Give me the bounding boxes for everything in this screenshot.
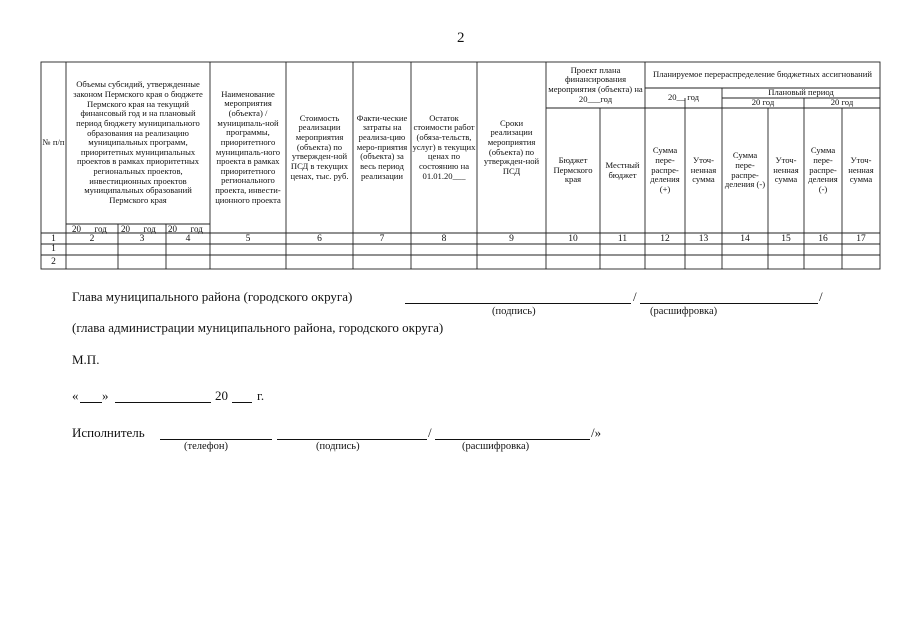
stamp-label: М.П.	[72, 352, 100, 367]
col-number: 1	[51, 234, 56, 244]
header-event-name: Наименование мероприятия (объекта) / муниципаль-ной программы, приоритетного муниципаль-ного проекта в рамках приоритетного регионального проекта, инвести-ционного проекта	[215, 88, 281, 205]
header-sum-minus-1: Сумма пере-распре-деления (-)	[724, 150, 766, 190]
head-label: Глава муниципального района (городского округа)	[72, 289, 353, 304]
table-row-number: 2	[51, 257, 56, 267]
col-number: 8	[441, 234, 447, 244]
header-num: № п/п	[42, 137, 65, 148]
header-budget-local: Местный бюджет	[605, 159, 640, 180]
head-slash: /	[633, 289, 637, 304]
executor-label: Исполнитель	[72, 425, 145, 440]
executor-slash: /	[428, 425, 432, 440]
col-number: 15	[781, 234, 791, 244]
header-period-year-2: 20 год	[830, 98, 854, 108]
col-number: 9	[509, 234, 514, 244]
col-number: 2	[89, 234, 95, 244]
col-number: 6	[317, 234, 322, 244]
executor-decoding-line	[435, 439, 590, 440]
subsidy-year-2: 20___год	[121, 224, 156, 234]
head-signature-line	[405, 303, 631, 304]
col-number: 12	[660, 234, 670, 244]
header-sum-plus: Сумма пере-распре-деления (+)	[650, 145, 680, 194]
header-cost: Стоимость реализации мероприятия (объекта) по утвержден-ной ПСД в текущих ценах, тыс. руб.	[290, 112, 349, 181]
header-refined-2: Уточ-ненная сумма	[773, 155, 799, 185]
header-actual-costs: Факти-ческие затраты на реализа-цию меро-приятия (объекта) за весь период реализации	[356, 112, 408, 181]
col-number: 5	[245, 234, 251, 244]
date-year: 20	[215, 388, 228, 403]
col-number: 3	[139, 234, 145, 244]
col-number: 4	[185, 234, 191, 244]
page-number: 2	[457, 30, 465, 46]
head-decoding-line	[640, 303, 818, 304]
date-year-line	[232, 402, 252, 403]
header-remaining-cost: Остаток стоимости работ (обяза-тельств, услуг) в текущих ценах по состоянию на 01.01.20___	[412, 112, 476, 181]
col-number: 17	[856, 234, 866, 244]
date-day-line	[80, 402, 102, 403]
executor-signature-line	[277, 439, 427, 440]
col-number: 16	[818, 234, 828, 244]
executor-phone-line	[160, 439, 272, 440]
col-number: 7	[379, 234, 385, 244]
header-planning-period: Плановый период	[768, 88, 834, 98]
caption-decoding-2: (расшифровка)	[462, 441, 530, 452]
date-month-line	[115, 402, 211, 403]
header-plan-project: Проект плана финансирования мероприятия (объекта) на 20___год	[548, 64, 643, 104]
header-period-year-1: 20 год	[751, 98, 775, 108]
caption-phone: (телефон)	[184, 441, 228, 452]
caption-signature: (подпись)	[492, 306, 536, 317]
date-close-quote: »	[102, 388, 109, 403]
executor-end: /»	[591, 425, 602, 440]
header-subsidies: Объемы субсидий, утвержденные законом Пермского края о бюджете Пермского края на текущий финансовый год и на плановый период бюджету муниципального образования на реализацию муниципальных программ, приоритетных муниципальных проектов в рамках приоритетных региональных проектов, инвестиционных проектов муниципальных образований Пермского края	[73, 79, 203, 205]
date-suffix: г.	[257, 388, 265, 403]
col-number: 10	[568, 234, 578, 244]
caption-signature-2: (подпись)	[316, 441, 360, 452]
header-refined-1: Уточ-ненная сумма	[690, 155, 717, 185]
header-terms: Сроки реализации мероприятия (объекта) по утвержден-ной ПСД	[483, 117, 540, 176]
head-end-slash: /	[819, 289, 823, 304]
col-number: 13	[698, 234, 709, 244]
subsidy-year-1: 20___год	[72, 224, 107, 234]
subsidy-year-3: 20___год	[168, 224, 203, 234]
col-number: 14	[740, 234, 750, 244]
head-admin-label: (глава администрации муниципального района, городского округа)	[72, 320, 444, 335]
col-number: 11	[617, 234, 628, 244]
table-row-number: 1	[51, 244, 56, 254]
header-refined-3: Уточ-ненная сумма	[848, 155, 874, 185]
header-sum-minus-2: Сумма пере-распре-деления (-)	[808, 145, 838, 194]
header-budget-krai: Бюджет Пермского края	[553, 155, 593, 185]
header-current-year: 20__ год	[667, 92, 700, 103]
header-redistribution: Планируемое перераспределение бюджетных ассигнований	[653, 69, 872, 80]
date-open-quote: «	[72, 388, 79, 403]
caption-decoding: (расшифровка)	[650, 306, 718, 317]
